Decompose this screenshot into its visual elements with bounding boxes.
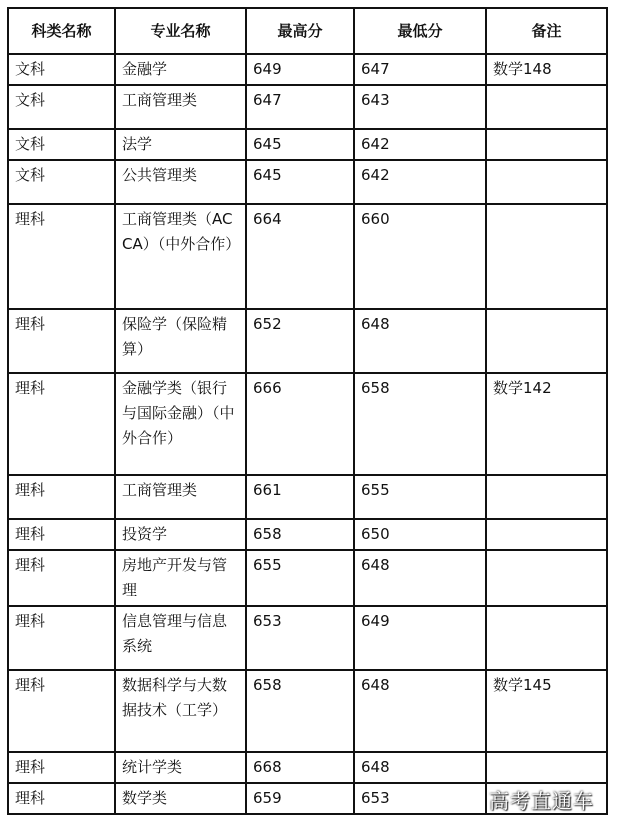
cell-major: 工商管理类 bbox=[115, 475, 246, 519]
cell-category: 文科 bbox=[8, 160, 115, 204]
header-category: 科类名称 bbox=[8, 8, 115, 54]
cell-max-score: 652 bbox=[246, 309, 354, 373]
header-min-score: 最低分 bbox=[354, 8, 486, 54]
table-row bbox=[8, 309, 607, 373]
cell-min-score: 648 bbox=[354, 752, 486, 783]
table-row bbox=[8, 475, 607, 519]
table-row bbox=[8, 204, 607, 309]
cell-category: 理科 bbox=[8, 670, 115, 752]
cell-category: 理科 bbox=[8, 519, 115, 550]
cell-max-score: 655 bbox=[246, 550, 354, 606]
cell-major: 金融学 bbox=[115, 54, 246, 85]
cell-note bbox=[486, 85, 607, 129]
cell-min-score: 653 bbox=[354, 783, 486, 814]
score-table bbox=[7, 7, 608, 815]
cell-min-score: 648 bbox=[354, 309, 486, 373]
cell-category: 理科 bbox=[8, 309, 115, 373]
table-row bbox=[8, 550, 607, 606]
cell-max-score: 658 bbox=[246, 670, 354, 752]
cell-category: 理科 bbox=[8, 475, 115, 519]
cell-max-score: 649 bbox=[246, 54, 354, 85]
cell-min-score: 647 bbox=[354, 54, 486, 85]
cell-note: 数学148 bbox=[486, 54, 607, 85]
cell-min-score: 648 bbox=[354, 670, 486, 752]
cell-min-score: 643 bbox=[354, 85, 486, 129]
cell-note bbox=[486, 475, 607, 519]
cell-max-score: 647 bbox=[246, 85, 354, 129]
table-row bbox=[8, 606, 607, 670]
cell-max-score: 659 bbox=[246, 783, 354, 814]
cell-category: 文科 bbox=[8, 54, 115, 85]
header-note: 备注 bbox=[486, 8, 607, 54]
cell-major: 工商管理类（ACCA）（中外合作） bbox=[115, 204, 246, 309]
cell-max-score: 664 bbox=[246, 204, 354, 309]
table-row bbox=[8, 670, 607, 752]
cell-note bbox=[486, 606, 607, 670]
table-row bbox=[8, 129, 607, 160]
cell-category: 理科 bbox=[8, 606, 115, 670]
cell-max-score: 645 bbox=[246, 129, 354, 160]
cell-min-score: 660 bbox=[354, 204, 486, 309]
watermark: 高考直通车 bbox=[489, 789, 594, 813]
cell-category: 理科 bbox=[8, 204, 115, 309]
cell-major: 数学类 bbox=[115, 783, 246, 814]
cell-note: 数学145 bbox=[486, 670, 607, 752]
cell-min-score: 648 bbox=[354, 550, 486, 606]
cell-max-score: 668 bbox=[246, 752, 354, 783]
cell-category: 文科 bbox=[8, 129, 115, 160]
cell-max-score: 666 bbox=[246, 373, 354, 475]
cell-min-score: 649 bbox=[354, 606, 486, 670]
cell-min-score: 658 bbox=[354, 373, 486, 475]
cell-min-score: 650 bbox=[354, 519, 486, 550]
cell-major: 统计学类 bbox=[115, 752, 246, 783]
cell-category: 理科 bbox=[8, 783, 115, 814]
header-row bbox=[8, 8, 607, 54]
table-row bbox=[8, 373, 607, 475]
cell-major: 数据科学与大数据技术（工学） bbox=[115, 670, 246, 752]
header-major: 专业名称 bbox=[115, 8, 246, 54]
cell-major: 工商管理类 bbox=[115, 85, 246, 129]
cell-min-score: 642 bbox=[354, 160, 486, 204]
table-row bbox=[8, 54, 607, 85]
cell-category: 文科 bbox=[8, 85, 115, 129]
cell-min-score: 655 bbox=[354, 475, 486, 519]
cell-category: 理科 bbox=[8, 373, 115, 475]
cell-category: 理科 bbox=[8, 752, 115, 783]
cell-note bbox=[486, 160, 607, 204]
table-row bbox=[8, 752, 607, 783]
cell-note bbox=[486, 550, 607, 606]
cell-note bbox=[486, 752, 607, 783]
cell-note: 数学142 bbox=[486, 373, 607, 475]
cell-major: 保险学（保险精算） bbox=[115, 309, 246, 373]
cell-major: 信息管理与信息系统 bbox=[115, 606, 246, 670]
cell-note bbox=[486, 309, 607, 373]
cell-max-score: 661 bbox=[246, 475, 354, 519]
cell-note bbox=[486, 519, 607, 550]
cell-min-score: 642 bbox=[354, 129, 486, 160]
cell-major: 房地产开发与管理 bbox=[115, 550, 246, 606]
cell-max-score: 653 bbox=[246, 606, 354, 670]
header-max-score: 最高分 bbox=[246, 8, 354, 54]
cell-major: 投资学 bbox=[115, 519, 246, 550]
cell-max-score: 645 bbox=[246, 160, 354, 204]
cell-note bbox=[486, 129, 607, 160]
table-row bbox=[8, 160, 607, 204]
table-row bbox=[8, 519, 607, 550]
table-row bbox=[8, 85, 607, 129]
cell-major: 法学 bbox=[115, 129, 246, 160]
cell-max-score: 658 bbox=[246, 519, 354, 550]
cell-note bbox=[486, 204, 607, 309]
cell-category: 理科 bbox=[8, 550, 115, 606]
cell-major: 金融学类（银行与国际金融）（中外合作） bbox=[115, 373, 246, 475]
cell-major: 公共管理类 bbox=[115, 160, 246, 204]
table-body bbox=[8, 54, 607, 814]
